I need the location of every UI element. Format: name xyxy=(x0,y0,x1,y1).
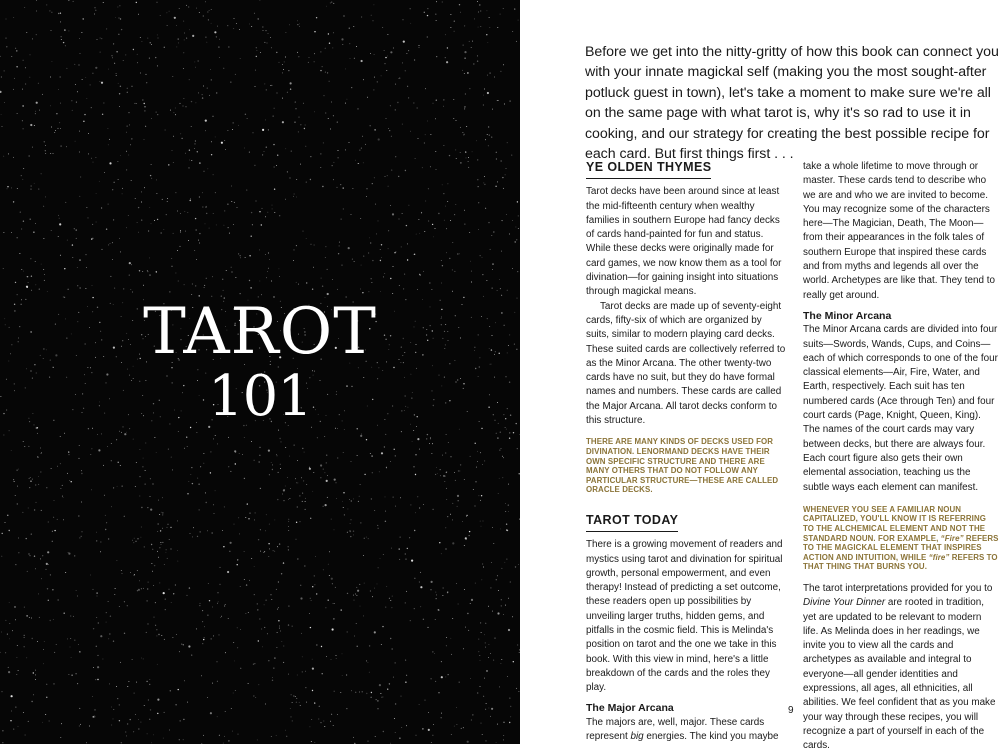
paragraph: The majors are, well, major. These cards represent big energies. The kind you maybe xyxy=(586,716,786,745)
right-column xyxy=(803,160,999,754)
left-column xyxy=(586,160,786,744)
paragraph: The Minor Arcana cards are divided into four suits—Swords, Wands, Cups, and Coins—each of which corresponds to one of the four classical elements—Air, Fire, Water, and Earth, respectively. Each suit has ten numbered cards (Ace through Ten) and four court cards (Page, Knight, Queen, King). The names of the court cards may vary between decks, but there are always four. Each court figure also gets their own elemental association, teaching us the subtle ways each element can manifest. xyxy=(803,323,999,495)
subheading-minor-arcana: The Minor Arcana xyxy=(803,309,999,323)
sidebar-note: THERE ARE MANY KINDS OF DECKS USED FOR DIVINATION. LENORMAND DECKS HAVE THEIR OWN SPECIFIC STRUCTURE AND THERE ARE MANY OTHERS THAT DO NOT FOLLOW ANY PARTICULAR STRUCTURE—THESE ARE CALLED ORACLE DECKS. xyxy=(586,437,786,495)
text-page xyxy=(520,0,1000,744)
paragraph: There is a growing movement of readers and mystics using tarot and divination for spiritual growth, personal empowerment, and even therapy! Instead of predicting a set outcome, these readers open up possibilities by unveiling larger truths, hidden gems, and pitfalls in the cosmic field. This is Melinda's position on tarot and the one we take in this book. With this view in mind, here's a little breakdown of the cards and the roles they play. xyxy=(586,538,786,695)
title-line-101: 101 xyxy=(0,362,520,432)
intro-paragraph: Before we get into the nitty-gritty of how this book can connect you with your innate magickal self (making you the most sought-after potluck guest in town), let's take a moment to make sure we're all on the same page with what tarot is, why it's so rad to use it in cooking, and our strategy for creating the best possible recipe for each card. But first things first . . . xyxy=(585,42,1000,164)
paragraph: Tarot decks have been around since at least the mid-fifteenth century when wealthy families in southern Europe had fancy decks of cards hand-painted for fun and status. While these decks were originally made for card games, we now know them as a tool for divination—for gaining insight into situations through magickal means. xyxy=(586,185,786,299)
title-line-tarot: TAROT xyxy=(0,292,520,372)
sidebar-note: WHENEVER YOU SEE A FAMILIAR NOUN CAPITALIZED, YOU'LL KNOW IT IS REFERRING TO THE ALCHEMICAL ELEMENT AND NOT THE STANDARD NOUN. FOR EXAMPLE, “Fire” REFERS TO THE MAGICKAL ELEMENT THAT INSPIRES ACTION AND INTUITION, WHILE “fire” REFERS TO THAT THING THAT BURNS YOU. xyxy=(803,505,999,572)
page-number: 9 xyxy=(788,705,794,716)
paragraph: The tarot interpretations provided for you to Divine Your Dinner are rooted in tradition, yet are updated to be relevant to modern life. As Melinda does in her readings, we invite you to view all the cards and archetypes as available and integral to everyone—all gender identities and expressions, all ages, all ethnicities, all abilities. We feel confident that as you make your way through these recipes, you will recognize a part of yourself in each of the cards. xyxy=(803,582,999,754)
heading-tarot-today: TAROT TODAY xyxy=(586,513,678,532)
heading-ye-olden-thymes: YE OLDEN THYMES xyxy=(586,160,711,179)
subheading-major-arcana: The Major Arcana xyxy=(586,701,786,715)
paragraph: Tarot decks are made up of seventy-eight cards, fifty-six of which are organized by suits, similar to modern playing card decks. These suited cards are collectively referred to as the Minor Arcana. The other twenty-two cards have no suit, but they do have formal names and numbers. These cards are called the Major Arcana. All tarot decks conform to this structure. xyxy=(586,300,786,429)
paragraph: take a whole lifetime to move through or master. These cards tend to describe who we are and who we are invited to become. You may recognize some of the characters here—The Magician, Death, The Moon—from their appearances in the folk tales of southern Europe that inspired these cards and from myths and legends all over the world. Archetypes are like that. They tend to really get around. xyxy=(803,160,999,303)
